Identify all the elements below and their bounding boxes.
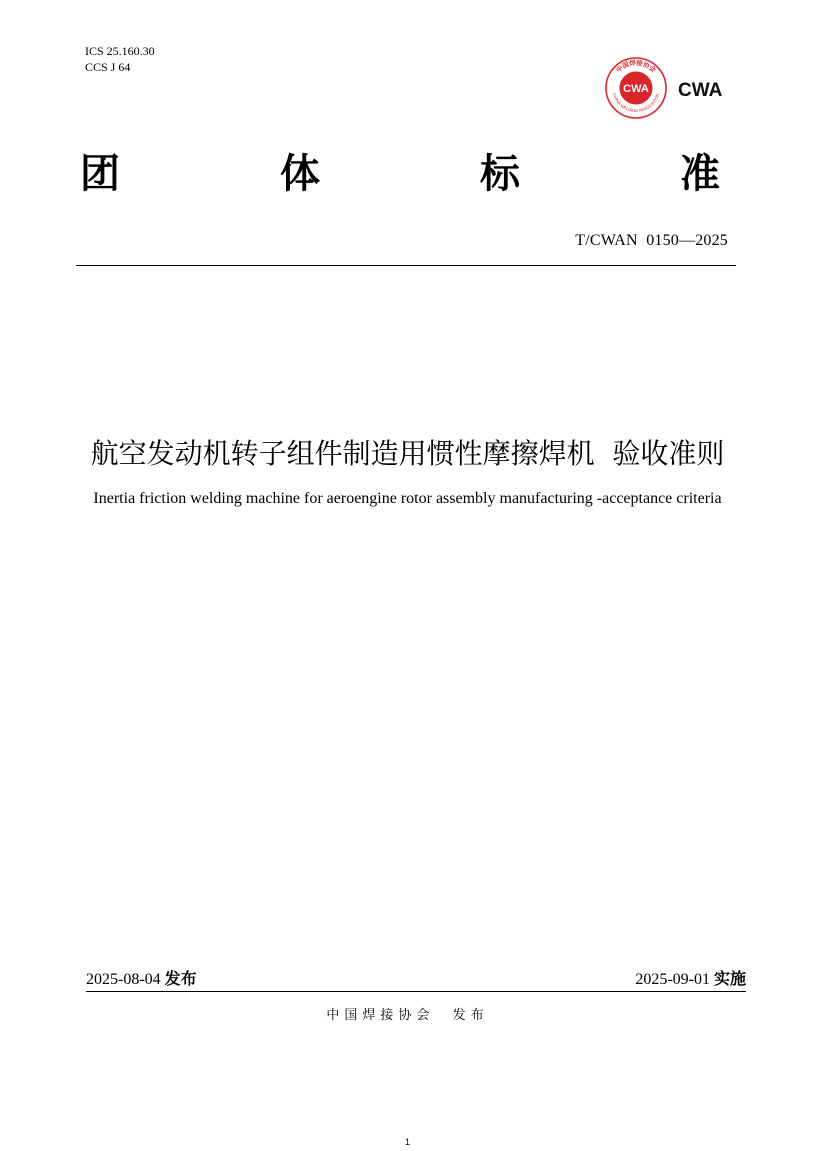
page-number: 1: [404, 1137, 410, 1147]
title-char: 团: [80, 151, 120, 197]
logo-wordmark: CWA: [678, 80, 723, 101]
title-char: 体: [280, 151, 320, 197]
title-char: 标: [480, 151, 520, 197]
implementation-date-line: [635, 966, 746, 989]
ics-code: ICS 25.160.30: [85, 44, 155, 58]
issue-date: 2025-08-04: [86, 971, 161, 988]
implementation-label: 实施: [713, 969, 746, 988]
top-divider: [76, 265, 736, 266]
issue-date-line: [86, 966, 197, 989]
issue-label: 发布: [164, 969, 197, 988]
publisher: 中国焊接协会 发布: [326, 1008, 489, 1023]
logo-ring-top-text: 中国焊接协会: [614, 58, 658, 75]
title-char: 准: [680, 151, 720, 197]
chinese-title: 航空发动机转子组件制造用惯性摩擦焊机 验收准则: [90, 437, 725, 470]
implementation-date: 2025-09-01: [635, 971, 710, 988]
cwa-logo: [605, 57, 667, 119]
classification-codes: [85, 43, 155, 75]
cwa-seal-icon: [605, 57, 667, 119]
logo-ring-bottom-text: CHINA WELDING ASSOCIATION: [611, 92, 661, 114]
logo-center-text: CWA: [623, 83, 649, 95]
ccs-code: CCS J 64: [85, 60, 131, 74]
document-type-title: [80, 148, 720, 200]
bottom-divider: [86, 991, 746, 992]
standard-number: T/CWAN 0150—2025: [575, 232, 728, 249]
english-title: Inertia friction welding machine for aeroengine rotor assembly manufacturing -acceptance criteria: [93, 490, 722, 507]
